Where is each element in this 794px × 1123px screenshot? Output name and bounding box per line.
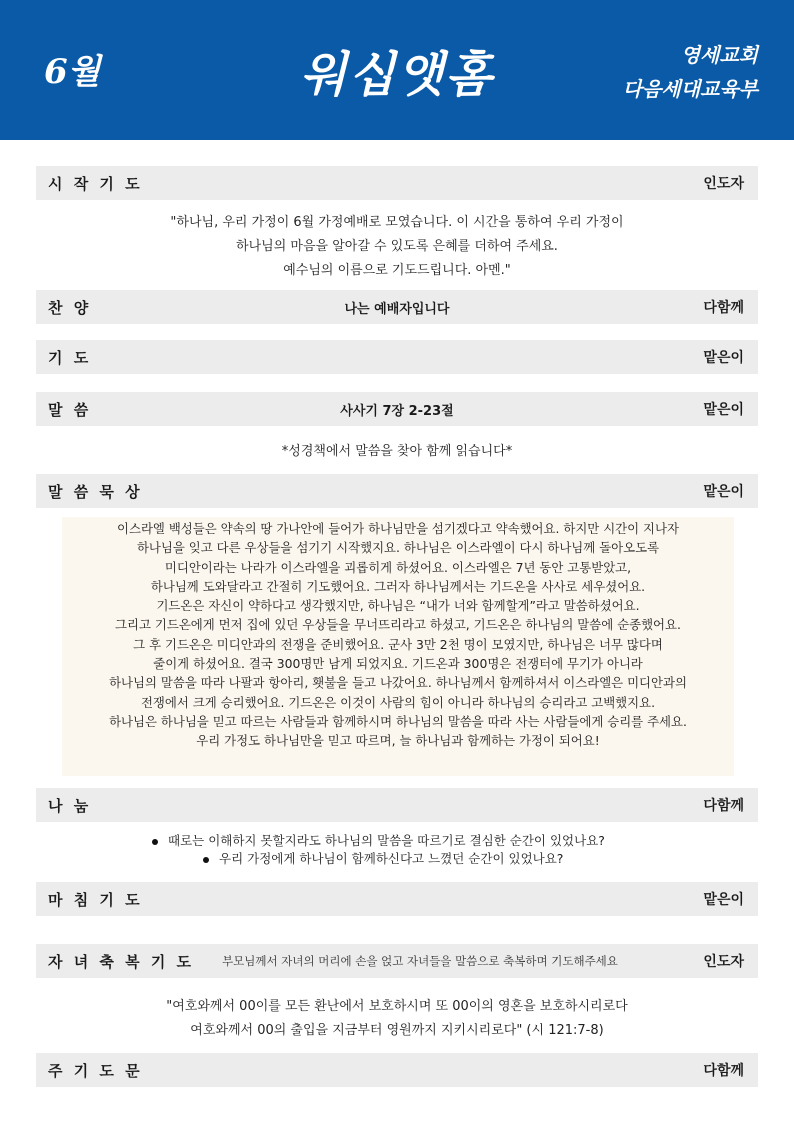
text-line: "여호와께서 00이를 모든 환난에서 보호하시며 또 00이의 영혼을 보호하시리로다 [166, 999, 628, 1014]
section-label: 기 도 [48, 348, 92, 367]
scripture-passage: 사사기 7장 2-23절 [340, 403, 454, 419]
section-label: 시 작 기 도 [48, 174, 143, 193]
story-line: 하나님을 잊고 다른 우상들을 섬기기 시작했지요. 하나님은 이스라엘이 다시 하나님께 돌아오도록 [136, 540, 660, 556]
story-line: 그리고 기드온에게 먼저 집에 있던 우상들을 무너뜨리라고 하셨고, 기드온은 하나님의 말씀에 순종했어요. [115, 617, 681, 633]
blessing-text [36, 995, 758, 1043]
text-line: 여호와께서 00의 출입을 지금부터 영원까지 지키시리로다" (시 121:7-8) [190, 1023, 604, 1038]
opening-prayer-text [36, 211, 758, 283]
section-label: 말 씀 [48, 400, 92, 419]
story-line: 이스라엘 백성들은 약속의 땅 가나안에 들어가 하나님만을 섬기겠다고 약속했어요. 하지만 시간이 지나자 [117, 521, 679, 536]
church-name: 영세교회 [680, 43, 758, 67]
section-meditation [36, 474, 758, 508]
bullet-icon [152, 839, 158, 845]
section-leader: 맡은이 [703, 350, 744, 366]
story-line: 하나님의 말씀을 따라 나팔과 항아리, 횃불을 들고 나갔어요. 하나님께서 함께하셔서 이스라엘은 미디안과의 [109, 675, 687, 691]
text-line: 예수님의 이름으로 기도드립니다. 아멘." [283, 263, 511, 278]
section-leader: 인도자 [703, 954, 744, 970]
section-leader: 맡은이 [703, 484, 744, 500]
section-praise [36, 290, 758, 324]
list-item: 우리 가정에게 하나님이 함께하신다고 느꼈던 순간이 있었나요? [36, 850, 758, 868]
story-line: 하나님께 도와달라고 간절히 기도했어요. 그러자 하나님께서는 기드온을 사사로 세우셨어요. [150, 578, 646, 594]
section-leader: 다함께 [703, 798, 744, 814]
word-note [36, 440, 758, 464]
section-prayer [36, 340, 758, 374]
section-leader: 다함께 [703, 300, 744, 316]
section-label: 자 녀 축 복 기 도 [48, 952, 195, 971]
page-title: 워십앳홈 [300, 47, 494, 103]
section-label: 주 기 도 문 [48, 1061, 143, 1080]
meditation-story [62, 517, 734, 776]
section-leader: 인도자 [703, 176, 744, 192]
story-line: 줄이게 하셨어요. 결국 300명만 남게 되었지요. 기드온과 300명은 전쟁터에 무기가 아니라 [153, 656, 643, 672]
organization [623, 38, 758, 106]
story-line: 미디안이라는 나라가 이스라엘을 괴롭히게 하셨어요. 이스라엘은 7년 동안 고통받았고, [164, 559, 632, 575]
section-label: 나 눔 [48, 796, 92, 815]
text-line: "하나님, 우리 가정이 6월 가정예배로 모였습니다. 이 시간을 통하여 우리 가정이 [170, 215, 624, 230]
section-label: 마 침 기 도 [48, 890, 143, 909]
story-line: 우리 가정도 하나님만을 믿고 따르며, 늘 하나님과 함께하는 가정이 되어요! [196, 733, 600, 749]
section-closing-prayer [36, 882, 758, 916]
story-line: 그 후 기드온은 미디안과의 전쟁을 준비했어요. 군사 3만 2천 명이 모였지만, 하나님은 너무 많다며 [133, 636, 663, 652]
section-leader: 맡은이 [703, 402, 744, 418]
section-word [36, 392, 758, 426]
section-sharing [36, 788, 758, 822]
text-line: 하나님의 마음을 알아갈 수 있도록 은혜를 더하여 주세요. [236, 239, 558, 254]
month-label: 6월 [44, 52, 101, 92]
text-line: *성경책에서 말씀을 찾아 함께 읽습니다* [281, 444, 513, 459]
story-line: 하나님은 하나님을 믿고 따르는 사람들과 함께하시며 하나님의 말씀을 따라 사는 사람들에게 승리를 주세요. [109, 713, 687, 729]
story-line: 기드온은 자신이 약하다고 생각했지만, 하나님은 “내가 너와 함께할게”라고 말씀하셨어요. [156, 598, 640, 614]
section-label: 말 씀 묵 상 [48, 482, 143, 501]
list-item: 때로는 이해하지 못할지라도 하나님의 말씀을 따르기로 결심한 순간이 있었나요? [36, 832, 758, 850]
page-header [0, 0, 794, 140]
section-label: 찬 양 [48, 298, 92, 317]
section-lords-prayer [36, 1053, 758, 1087]
section-child-blessing [36, 944, 758, 978]
sharing-questions [36, 832, 758, 868]
section-leader: 맡은이 [703, 892, 744, 908]
section-opening-prayer [36, 166, 758, 200]
department-name: 다음세대교육부 [622, 77, 758, 101]
bullet-icon [203, 857, 209, 863]
story-line: 전쟁에서 크게 승리했어요. 기드온은 이것이 사람의 힘이 아니라 하나님의 승리라고 고백했지요. [140, 694, 656, 710]
blessing-instruction: 부모님께서 자녀의 머리에 손을 얹고 자녀들을 말씀으로 축복하며 기도해주세요 [222, 954, 618, 968]
section-leader: 다함께 [703, 1063, 744, 1079]
praise-song-title: 나는 예배자입니다 [344, 301, 450, 317]
